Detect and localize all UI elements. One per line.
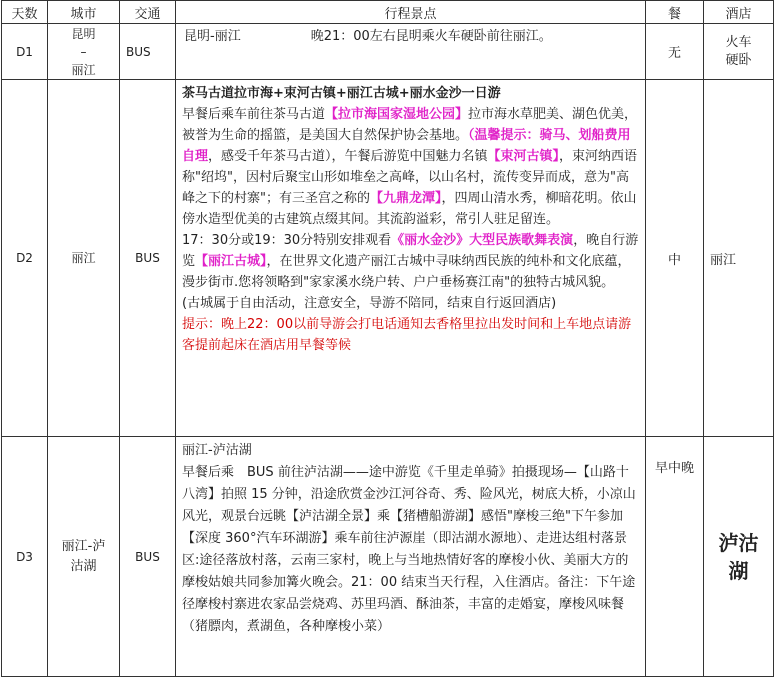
itinerary-table (1, 0, 774, 677)
header-row (2, 1, 774, 24)
text-span: ，四周山清水秀，柳暗花明。依山傍水造型优美的古建筑点缀其间。其流韵溢彩，常引人驻足留连。 (182, 191, 637, 227)
day-row-d1 (2, 24, 774, 80)
day-cell: D2 (2, 80, 48, 437)
day-row-d3 (2, 437, 774, 677)
hotel-cell (704, 437, 774, 677)
meal-cell: 早中晚 (646, 437, 704, 677)
itinerary-desc: 早餐后乘 BUS 前往泸沽湖——途中游览《千里走单骑》拍摄现场—【山路十八湾】拍照 15 分钟，沿途欣赏金沙江河谷奇、秀、险风光，树底大桥，小凉山风光，观景台远眺【泸沽湖全景】乘【猪槽船游湖】感悟"摩梭三绝"下午参加【深度 360°汽车环湖游】乘车前往泸源崖（即沽湖水源地）、走进达组村落景区:途径落放村落，云南三家村，晚上与当地热情好客的摩梭小伙、美丽大方的摩梭姑娘共同参加篝火晚会。21：00 结束当天行程，入住酒店。备注：下午途径摩梭村寨进农家品尝烧鸡、苏里玛酒、酥油茶，丰富的走婚宴，摩梭风味餐（猪膘肉，煮湖鱼，各种摩梭小菜） (182, 465, 636, 634)
hotel-cell (704, 24, 774, 80)
highlight-show: 《丽水金沙》大型民族歌舞表演 (391, 233, 574, 248)
itinerary-cell (176, 437, 646, 677)
hotel-line: 泸沽 (718, 530, 759, 555)
day-cell: D3 (2, 437, 48, 677)
day-cell: D1 (2, 24, 48, 80)
city-line: 昆明 (71, 26, 96, 41)
itinerary-warning: 提示：晚上22：00以前导游会打电话通知去香格里拉出发时间和上车地点请游客提前起床在酒店用早餐等候 (182, 317, 632, 353)
hotel-line: 火车 (725, 34, 752, 50)
header-traffic: 交通 (120, 1, 176, 24)
text-span: ，感受千年茶马古道），午餐后游览中国魅力名镇 (208, 149, 488, 164)
header-itinerary: 行程景点 (176, 1, 646, 24)
traffic-cell: BUS (120, 24, 176, 80)
itinerary-note: (古城属于自由活动，注意安全，导游不陪同，结束自行返回酒店) (182, 296, 557, 311)
header-day: 天数 (2, 1, 48, 24)
itinerary-paragraph (182, 230, 639, 293)
text-span: 早餐后乘车前往茶马古道 (182, 107, 326, 122)
city-cell: 丽江 (48, 80, 120, 437)
highlight-tip: （温馨提示：骑马、划船费用自理 (182, 128, 631, 164)
itinerary-paragraph (182, 104, 639, 230)
traffic-cell: BUS (120, 80, 176, 437)
text-span: 17：30分或19：30分特别安排观看 (182, 233, 392, 248)
highlight-spot: 【束河古镇】 (487, 149, 560, 164)
meal-cell: 中 (646, 80, 704, 437)
route-text: 丽江-泸沽湖 (182, 443, 252, 458)
highlight-spot: 【拉市海国家湿地公园】 (325, 107, 469, 122)
header-hotel: 酒店 (704, 1, 774, 24)
header-city: 城市 (48, 1, 120, 24)
hotel-line: 湖 (728, 558, 749, 583)
hotel-cell: 丽江 (704, 80, 774, 437)
highlight-spot: 【丽江古城】 (195, 254, 267, 269)
itinerary-desc: 晚21：00左右昆明乘火车硬卧前往丽江。 (310, 29, 552, 44)
city-line: 丽江-泸 (61, 538, 106, 554)
city-line: 沽湖 (70, 558, 97, 574)
header-meal: 餐 (646, 1, 704, 24)
text-span: ，晚自行游览 (182, 233, 639, 269)
itinerary-title: 茶马古道拉市海+束河古镇+丽江古城+丽水金沙一日游 (182, 86, 501, 101)
hotel-line: 硬卧 (725, 52, 752, 68)
traffic-cell: BUS (120, 437, 176, 677)
highlight-spot: 【九鼎龙潭】 (369, 191, 442, 206)
city-cell (48, 437, 120, 677)
itinerary-cell (176, 24, 646, 80)
city-cell (48, 24, 120, 80)
text-span: ，在世界文化遗产丽江古城中寻味纳西民族的纯朴和文化底蕴，漫步街市.您将领略到"家家溪水绕户转、户户垂杨赛江南"的独特古城风貌。 (182, 254, 631, 290)
city-line: 丽江 (71, 62, 96, 77)
route-text: 昆明-丽江 (184, 29, 241, 44)
meal-cell: 无 (646, 24, 704, 80)
city-line: – (80, 44, 87, 59)
itinerary-cell (176, 80, 646, 437)
text-span: 拉市海水草肥美、湖色优美，被誉为生命的摇篮，是美国大自然保护协会基地。 (182, 107, 638, 143)
text-span: ，束河纳西语称"绍坞"，因村后聚宝山形如堆垒之高峰，以山名村，流传变异而成，意为"高峰之下的村寨"；有三圣宫之称的 (182, 149, 638, 206)
day-row-d2 (2, 80, 774, 437)
